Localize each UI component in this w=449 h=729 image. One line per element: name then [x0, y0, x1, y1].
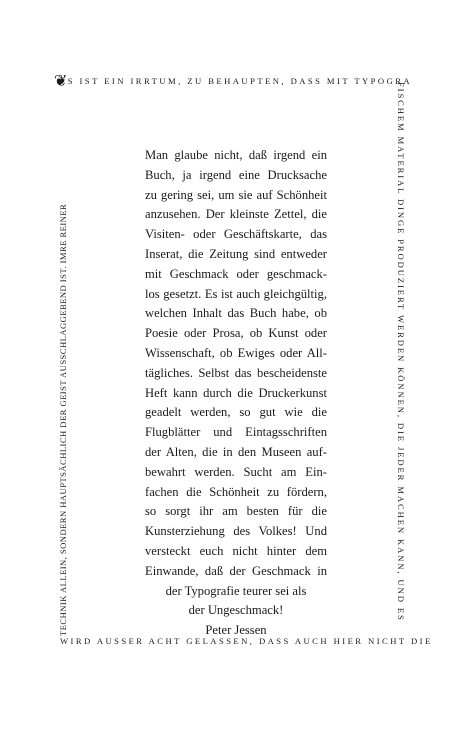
frame-text-top: ES IST EIN IRRTUM, ZU BEHAUPTEN, DASS MIT TYPOGRA [60, 76, 413, 86]
text-line: Wissenschaft, ob Ewiges oder All- [145, 345, 327, 360]
text-line: versteckt euch nicht hinter dem [145, 543, 327, 558]
text-line: mit Geschmack oder geschmack- [145, 266, 327, 281]
author-name: Peter Jessen [205, 623, 267, 638]
text-line: Man glaube nicht, daß irgend ein [145, 148, 327, 162]
text-line: fachen die Schönheit zu fördern, [145, 484, 327, 499]
text-line: welchen Inhalt das Buch habe, ob [145, 306, 327, 321]
frame-text-right: FISCHEM MATERIAL DINGE PRODUZIERT WERDEN KÖNNEN, DIE JEDER MACHEN KANN, UND ES [396, 82, 406, 622]
frame-text-bottom: WIRD AUSSER ACHT GELASSEN, DASS AUCH HIER NICHT DIE [60, 636, 433, 646]
text-line: los gesetzt. Es ist auch gleichgültig, [145, 286, 327, 301]
text-line: Heft kann durch die Druckerkunst [145, 385, 327, 400]
text-line: Kunsterziehung des Volkes! Und [145, 524, 327, 539]
text-line: der Ungeschmack! [188, 603, 284, 618]
text-line: Visiten- oder Geschäftskarte, das [145, 227, 327, 242]
frame-text-left: TECHNIK ALLEIN, SONDERN HAUPTSÄCHLICH DER GEIST AUSSCHLAGGEBEND IST. IMRE REINER [58, 203, 68, 636]
fleuron-icon: ❦ [54, 71, 68, 90]
text-line: Einwande, daß der Geschmack in [145, 563, 327, 578]
text-line: zu gering sei, um sie auf Schönheit [145, 187, 327, 202]
text-line: geadelt werden, so gut wie die [145, 405, 327, 420]
text-line: bewahrt werden. Sucht am Ein- [145, 464, 327, 479]
text-line: Inserat, die Zeitung sind entweder [145, 246, 327, 261]
text-line: anzusehen. Der kleinste Zettel, die [145, 207, 327, 222]
text-line: Buch, ja irgend eine Drucksache [145, 167, 327, 182]
text-line: der Typografie teurer sei als [165, 583, 307, 598]
text-line: tägliches. Selbst das bescheidenste [145, 365, 327, 380]
text-line: Poesie oder Prosa, ob Kunst oder [145, 326, 327, 341]
text-line: so sorgt ihr am besten für die [145, 504, 327, 519]
text-line: Flugblätter und Eintagsschriften [145, 425, 327, 440]
quote-text-block [145, 146, 327, 641]
text-line: der Alten, die in den Museen auf- [145, 444, 327, 459]
